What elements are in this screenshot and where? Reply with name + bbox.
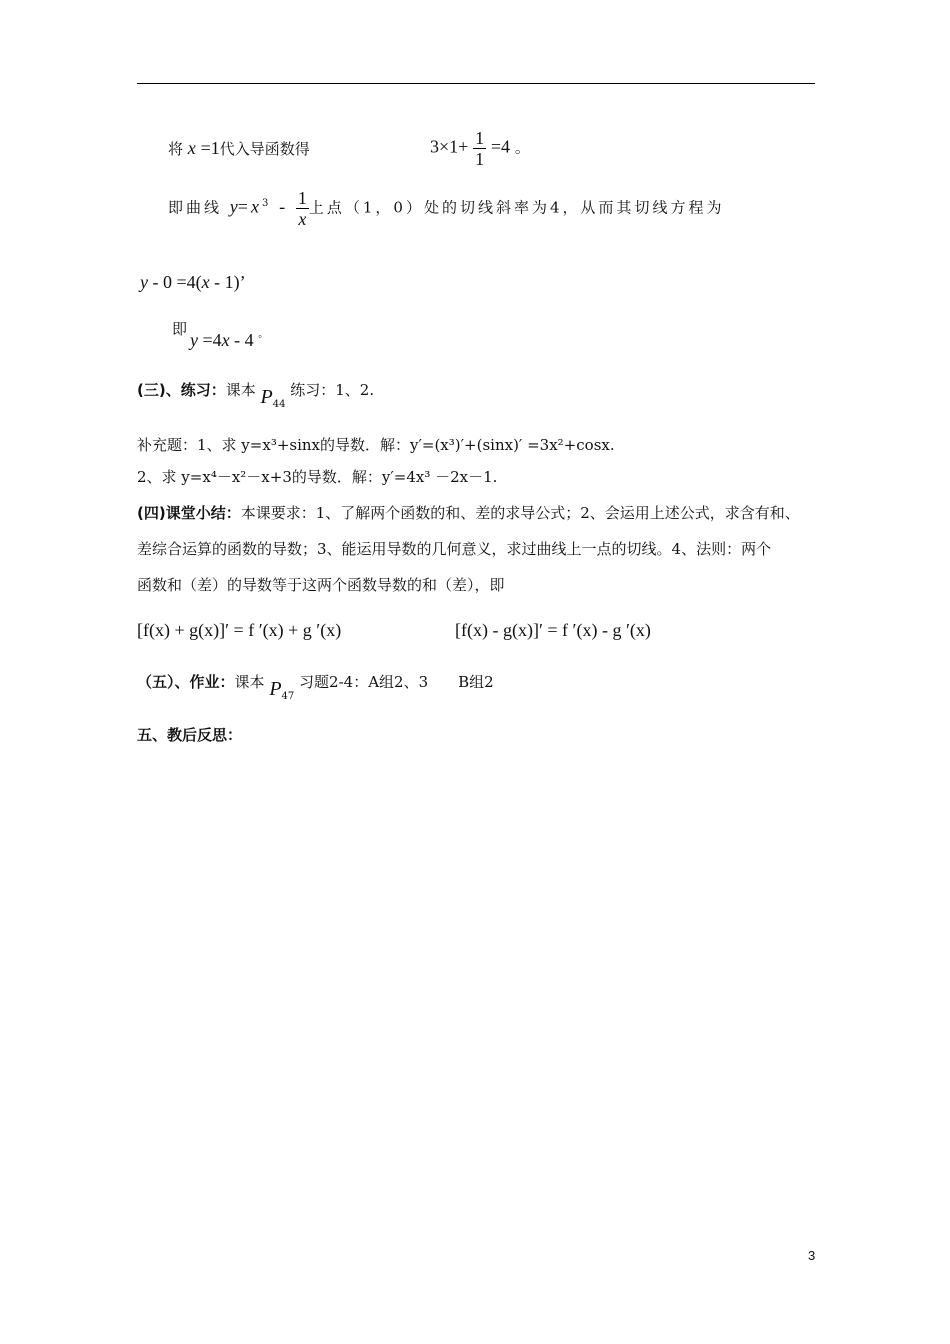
tangent-equation — [140, 272, 246, 293]
section-title: 五、教后反思： — [137, 726, 243, 744]
section-title: (三)、练习： — [137, 381, 226, 399]
eq: =4 — [202, 330, 222, 350]
expr: 3×1+ — [430, 136, 469, 157]
formula: [f(x) + g(x)]′ = f ′(x) + g ′(x) — [137, 620, 342, 640]
var-x: x — [201, 272, 210, 292]
supplement-1 — [137, 434, 615, 455]
eq: =1 — [200, 138, 220, 158]
var-x: x — [187, 138, 196, 158]
page-p: P — [260, 386, 273, 408]
fraction — [296, 188, 309, 229]
numerator: 1 — [297, 188, 307, 208]
text: 课本 — [225, 381, 256, 399]
formula: [f(x) - g(x)]′ = f ′(x) - g ′(x) — [455, 620, 651, 640]
text: 2、求 y=x⁴－x²－x+3的导数．解：y′=4x³ －2x－1. — [137, 468, 498, 486]
text: 习题2-4：A组2、3 B组2 — [299, 673, 494, 691]
denominator: 1 — [475, 149, 485, 169]
curve-line — [168, 188, 725, 229]
summary-line-2 — [137, 538, 771, 559]
page-num: 47 — [281, 691, 295, 702]
text: 补充题：1、求 y=x³+sinx的导数．解：y′=(x³)′+(sinx)′ =3x²+cosx. — [137, 436, 615, 454]
text: 课本 — [234, 673, 265, 691]
minus: - — [279, 196, 289, 217]
reflection-heading — [137, 724, 242, 745]
text: 函数和（差）的导数等于这两个函数导数的和（差），即 — [137, 576, 505, 594]
practice-section — [137, 378, 375, 410]
header-rule — [137, 83, 815, 84]
var-y: y — [140, 272, 148, 292]
expr: - 4 — [234, 330, 254, 350]
text: 代入导函数得 — [219, 140, 310, 158]
text: 本课要求：1、了解两个函数的和、差的求导公式；2、会运用上述公式，求含有和、 — [240, 504, 800, 522]
result: =4 — [490, 136, 511, 157]
text: 即 — [172, 320, 188, 338]
substitution-result — [430, 128, 530, 169]
text: 将 — [168, 140, 184, 158]
summary-line-3 — [137, 574, 505, 595]
numerator: 1 — [475, 128, 485, 148]
text: 即曲线 — [168, 198, 223, 217]
expr: - 0 =4( — [152, 272, 202, 292]
denominator: x — [298, 209, 307, 229]
fraction — [473, 128, 486, 169]
var-y: y — [229, 196, 238, 217]
difference-rule-formula — [455, 620, 651, 641]
period: ◦ — [258, 331, 263, 343]
var-x: x — [221, 330, 230, 350]
eq: = — [237, 196, 251, 217]
substitution-line — [168, 138, 310, 159]
var-y: y — [190, 330, 198, 350]
expr: - 1)’ — [214, 272, 246, 292]
page-number: 3 — [808, 1248, 816, 1263]
sum-rule-formula — [137, 620, 341, 641]
text: 上点（1，0）处的切线斜率为4，从而其切线方程为 — [308, 198, 725, 217]
supplement-2 — [137, 466, 497, 487]
section-title: (四)课堂小结： — [137, 504, 241, 522]
var-x: x — [250, 196, 262, 217]
summary-line-1 — [137, 502, 800, 523]
text: 练习：1、2. — [290, 381, 375, 399]
tangent-simplified-math — [190, 330, 262, 351]
homework-section — [137, 670, 494, 702]
text: 差综合运算的函数的导数；3、能运用导数的几何意义，求过曲线上一点的切线。4、法则：两个 — [137, 540, 772, 558]
tangent-simplified — [172, 318, 187, 339]
page-p: P — [269, 678, 282, 700]
period: 。 — [514, 138, 530, 157]
exponent: 3 — [261, 197, 272, 209]
page-num: 44 — [272, 399, 286, 410]
section-title: （五）、作业： — [137, 673, 235, 691]
